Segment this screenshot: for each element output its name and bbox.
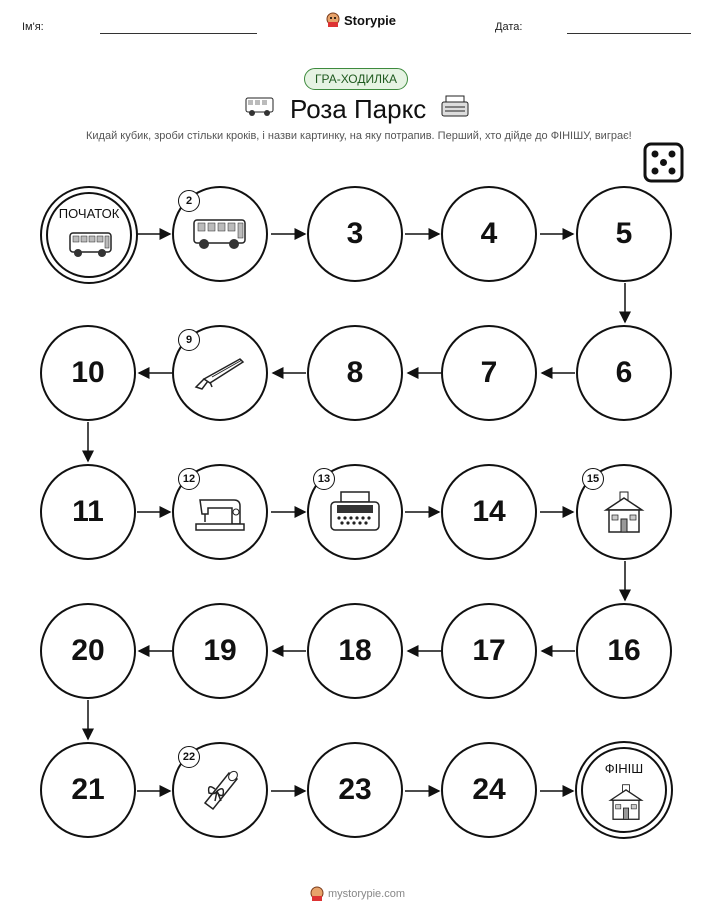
board-space-10[interactable]: 10 — [40, 325, 136, 421]
board-space-11[interactable]: 11 — [40, 464, 136, 560]
diploma-scroll-icon — [195, 765, 245, 815]
bus-icon — [191, 216, 249, 252]
bus-icon — [68, 230, 114, 260]
space-number-badge: 2 — [178, 190, 200, 212]
date-label: Дата: — [495, 21, 523, 33]
board-space-14[interactable]: 14 — [441, 464, 537, 560]
schoolhouse-icon — [607, 781, 645, 823]
brand-name: Storypie — [344, 12, 397, 28]
board-space-17[interactable]: 17 — [441, 603, 537, 699]
board-space-4[interactable]: 4 — [441, 186, 537, 282]
board-space-21[interactable]: 21 — [40, 742, 136, 838]
space-number-badge: 15 — [582, 468, 604, 490]
board-space-23[interactable]: 23 — [307, 742, 403, 838]
board-space-24[interactable]: 24 — [441, 742, 537, 838]
footer-url[interactable]: mystorypie.com — [328, 888, 406, 900]
board-space-9[interactable] — [172, 325, 268, 421]
name-label: Ім'я: — [22, 21, 44, 33]
storypie-logo-icon — [310, 886, 324, 902]
rifle-icon — [192, 353, 248, 393]
typewriter-icon — [327, 489, 383, 535]
board-space-22[interactable] — [172, 742, 268, 838]
start-space[interactable] — [40, 186, 138, 284]
board-space-7[interactable]: 7 — [441, 325, 537, 421]
footer — [310, 886, 405, 902]
space-number-badge: 12 — [178, 468, 200, 490]
finish-label: ФІНІШ — [604, 761, 644, 776]
board-space-8[interactable]: 8 — [307, 325, 403, 421]
board-space-12[interactable] — [172, 464, 268, 560]
board-space-15[interactable] — [576, 464, 672, 560]
sewing-machine-icon — [192, 490, 248, 534]
start-label: ПОЧАТОК — [58, 206, 120, 221]
board-space-20[interactable]: 20 — [40, 603, 136, 699]
space-number-badge: 22 — [178, 746, 200, 768]
board-space-13[interactable] — [307, 464, 403, 560]
board-space-16[interactable]: 16 — [576, 603, 672, 699]
board-space-18[interactable]: 18 — [307, 603, 403, 699]
board-space-3[interactable]: 3 — [307, 186, 403, 282]
board-space-5[interactable]: 5 — [576, 186, 672, 282]
game-badge: ГРА-ХОДИЛКА — [304, 68, 408, 90]
board-space-6[interactable]: 6 — [576, 325, 672, 421]
space-number-badge: 9 — [178, 329, 200, 351]
board-space-19[interactable]: 19 — [172, 603, 268, 699]
finish-space[interactable] — [575, 741, 673, 839]
schoolhouse-icon — [602, 488, 646, 536]
instructions: Кидай кубик, зроби стільки кроків, і назви картинку, на яку потрапив. Перший, хто дійде до ФІНІШУ, виграє! — [86, 130, 632, 142]
board-space-2[interactable] — [172, 186, 268, 282]
page-title: Роза Паркс — [290, 94, 427, 124]
space-number-badge: 13 — [313, 468, 335, 490]
